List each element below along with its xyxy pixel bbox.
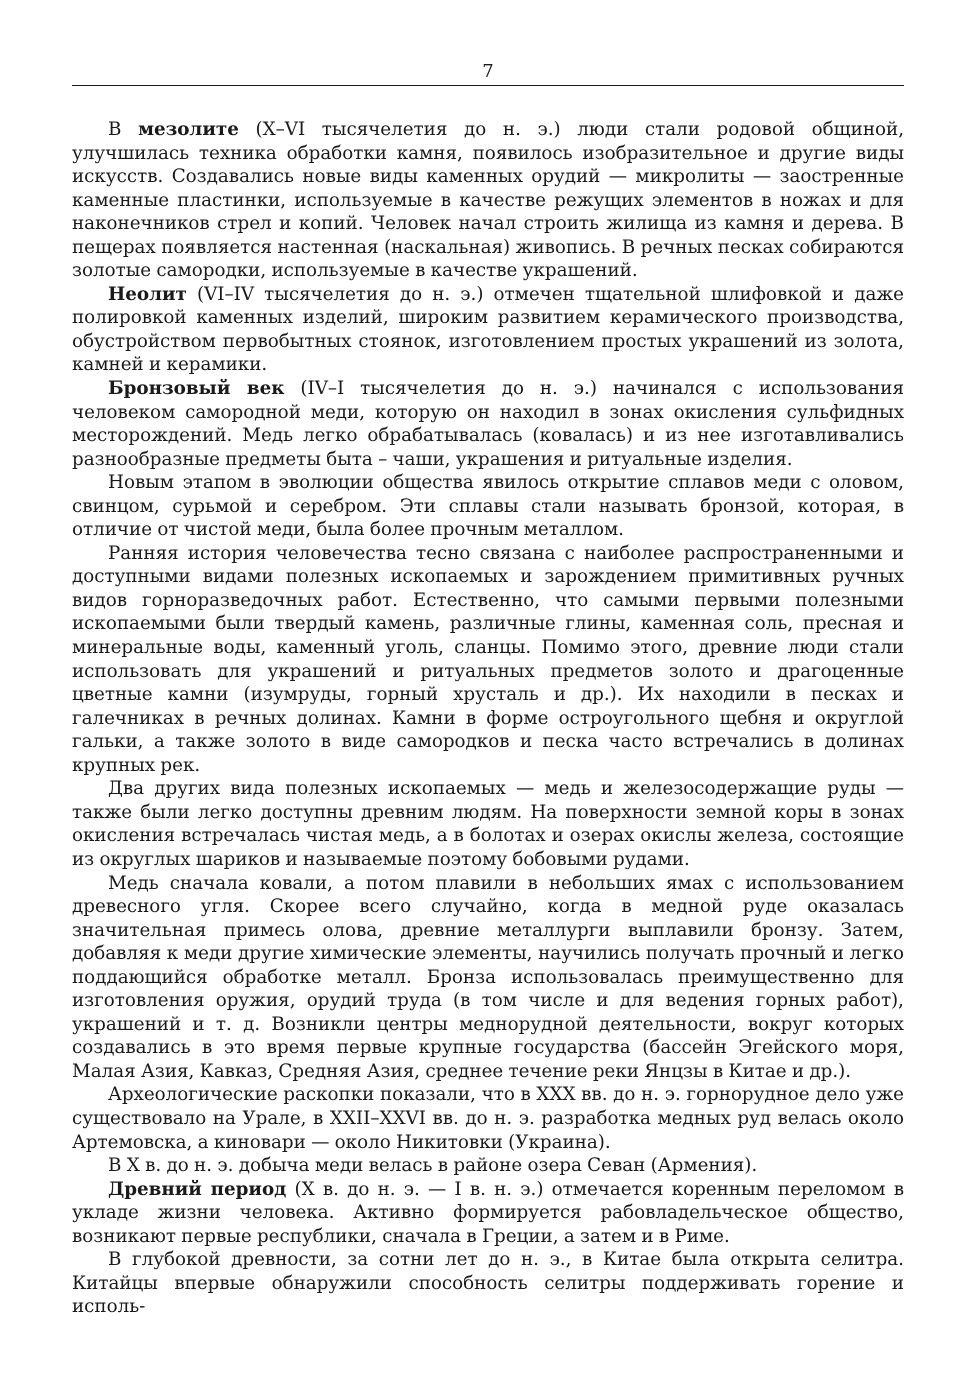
term-bronze-age: Бронзовый век (108, 378, 285, 400)
paragraph-text: Два других вида полезных ископаемых — медь и железосодержащие руды — также были легко доступны древним людям. На поверхности земной коры в зонах окисления встречалась чистая медь, а в болотах и озерах окислы железа, состоящие из округлых шариков и называемые поэтому бобовыми рудами. (72, 778, 904, 870)
paragraph-ancient-period (72, 1178, 904, 1249)
term-ancient-period: Древний период (108, 1178, 287, 1200)
paragraph-alloys (72, 471, 904, 542)
paragraph-smelting (72, 872, 904, 1084)
paragraph-text: Новым этапом в эволюции общества явилось открытие сплавов меди с оловом, свинцом, сурьмой и серебром. Эти сплавы стали называть бронзой, которая, в отличие от чистой меди, была более прочным металлом. (72, 472, 904, 541)
paragraph-text: (X–VI тысячелетия до н. э.) люди стали родовой общиной, улучшилась техника обработки камня, появилось изобразительное и другие виды искусств. Создавались новые виды каменных орудий — микролиты — заостренные каменные пластинки, используемые в качестве режущих элементов в ножах и для наконечников стрел и копий. Человек начал строить жилища из камня и дерева. В пещерах появляется настенная (наскальная) живопись. В речных песках собираются золотые самородки, используемые в качестве украшений. (72, 119, 905, 282)
paragraph-text: (VI–IV тысячелетия до н. э.) отмечен тщательной шлифовкой и даже полировкой каменных изделий, широким развитием керамического производства, обустройством первобытных стоянок, изготовлением простых украшений из золота, камней и керамики. (72, 283, 904, 376)
paragraph-sevan (72, 1154, 904, 1178)
paragraph-copper-iron (72, 777, 904, 871)
term-neolithic: Неолит (108, 283, 187, 305)
paragraph-archaeology (72, 1083, 904, 1154)
paragraph-early-history (72, 542, 904, 777)
header-rule (72, 85, 904, 86)
paragraph-mesolithic (72, 118, 904, 283)
paragraph-saltpeter (72, 1248, 904, 1319)
paragraph-text: Археологические раскопки показали, что в XXX вв. до н. э. горнорудное дело уже существовало на Урале, в XXII–XXVI вв. до н. э. разработка медных руд велась около Артемовска, а киновари — около Никитовки (Украина). (72, 1084, 904, 1153)
paragraph-text: (X в. до н. э. — I в. н. э.) отмечается коренным переломом в укладе жизни человека. Активно формируется рабовладельческое общество, возникают первые республики, сначала в Греции, а затем и в Риме. (72, 1178, 904, 1247)
paragraph-text: (IV–I тысячелетия до н. э.) начинался с использования человеком самородной меди, которую он находил в зонах окисления сульфидных месторождений. Медь легко обрабатывалась (ковалась) и из нее изготавливались разнообразные предметы быта – чаши, украшения и ритуальные изделия. (72, 378, 905, 470)
page-number: 7 (482, 61, 494, 82)
paragraph-bronze-age (72, 377, 904, 471)
body-text (72, 118, 904, 1319)
paragraph-text: Ранняя история человечества тесно связана с наиболее распространенными и доступными видами полезных ископаемых и зарождением примитивных ручных видов горноразведочных работ. Естественно, что самыми первыми полезными ископаемыми были твердый камень, различные глины, каменная соль, пресная и минеральные воды, каменный уголь, сланцы. Помимо этого, древние люди стали использовать для украшений и ритуальных предметов золото и драгоценные цветные камни (изумруды, горный хрусталь и др.). Их находили в песках и галечниках в речных долинах. Камни в форме остроугольного щебня и округлой гальки, а также золото в виде самородков и песка часто встречались в долинах крупных рек. (72, 542, 904, 776)
paragraph-text: В X в. до н. э. добыча меди велась в районе озера Севан (Армения). (108, 1155, 758, 1177)
paragraph-neolithic (72, 283, 904, 377)
paragraph-text: Медь сначала ковали, а потом плавили в небольших ямах с использованием древесного угля. Скорее всего случайно, когда в медной руде оказалась значительная примесь олова, древние металлурги выплавили бронзу. Затем, добавляя к меди другие химические элементы, научились получать прочный и легко поддающийся обработке металл. Бронза использовалась преимущественно для изготовления оружия, орудий труда (в том числе и для ведения горных работ), украшений и т. д. Возникли центры меднорудной деятельности, вокруг которых создавались в это время первые крупные государства (бассейн Эгейского моря, Малая Азия, Кавказ, Средняя Азия, среднее течение реки Янцзы в Китае и др.). (72, 872, 904, 1082)
term-mesolithic: мезолите (138, 119, 239, 140)
paragraph-text: В глубокой древности, за сотни лет до н. э., в Китае была открыта селитра. Китайцы впервые обнаружили способность селитры поддерживать горение и исполь- (72, 1249, 904, 1318)
paragraph-lead: В (108, 119, 139, 140)
